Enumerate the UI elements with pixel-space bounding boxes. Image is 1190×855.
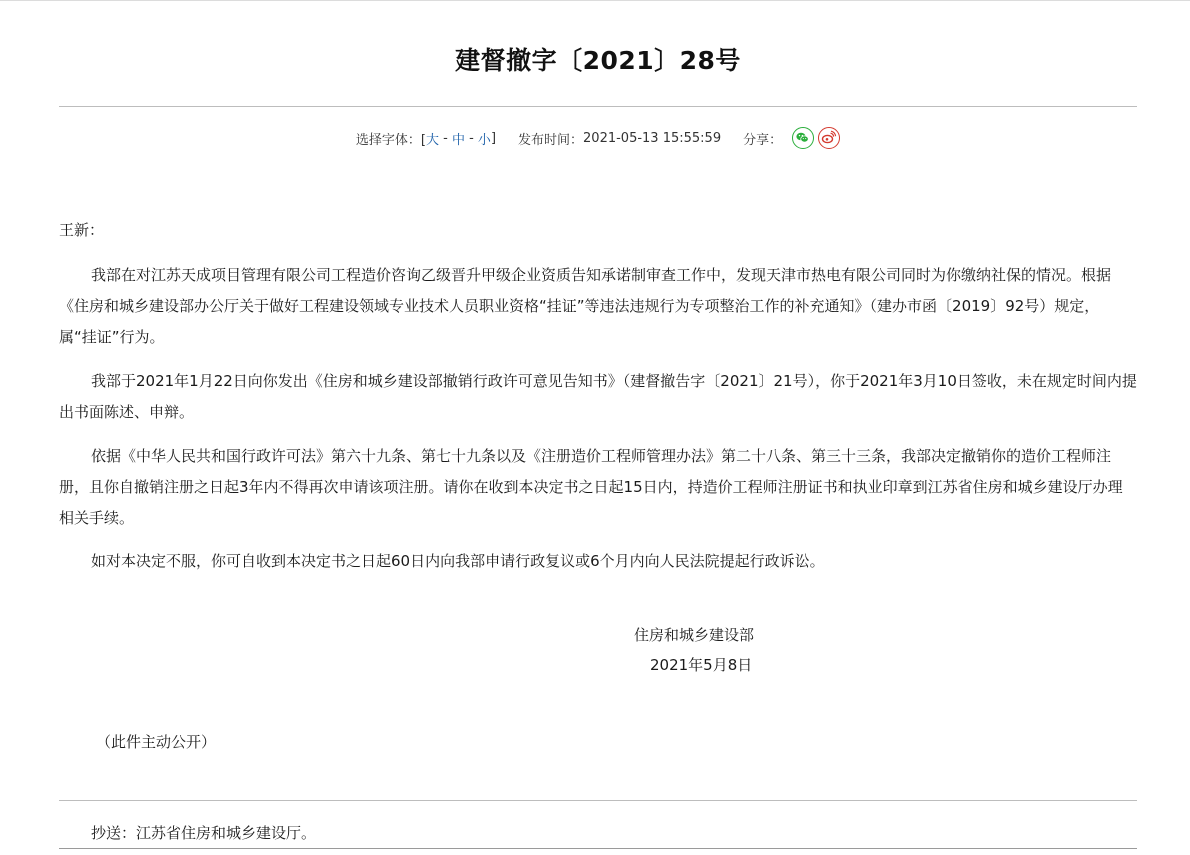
publish-label: 发布时间： [518, 132, 584, 148]
font-medium-link[interactable]: 中 [451, 132, 465, 148]
font-size-label: 选择字体：[ [355, 132, 426, 148]
cc-line: 抄送：江苏省住房和城乡建设厅。 [91, 824, 317, 842]
meta-bar [59, 124, 1137, 152]
salutation: 王新： [59, 221, 105, 239]
font-sep-1: - [438, 130, 452, 146]
publish-time: 2021-05-13 15:55:59 [583, 130, 722, 146]
wechat-icon[interactable] [792, 127, 814, 149]
page-title: 建督撤字〔2021〕28号 [455, 46, 741, 75]
title-divider [59, 106, 1137, 107]
signer-org: 住房和城乡建设部 [634, 626, 755, 644]
font-small-link[interactable]: 小 [477, 132, 491, 148]
cc-divider-top [59, 800, 1137, 801]
top-border [0, 0, 1190, 1]
font-large-link[interactable]: 大 [425, 132, 439, 148]
paragraph-1: 我部在对江苏天成项目管理有限公司工程造价咨询乙级晋升甲级企业资质告知承诺制审查工作中，发现天津市热电有限公司同时为你缴纳社保的情况。根据《住房和城乡建设部办公厅关于做好工程建设领域专业技术人员职业资格“挂证”等违法违规行为专项整治工作的补充通知》（建办市函〔2019〕92号）规定，属“挂证”行为。 [59, 266, 1112, 346]
share-label: 分享： [743, 132, 783, 148]
font-sep-2: - [464, 130, 478, 146]
paragraph-2: 我部于2021年1月22日向你发出《住房和城乡建设部撤销行政许可意见告知书》（建督撤告字〔2021〕21号），你于2021年3月10日签收，未在规定时间内提出书面陈述、申辩。 [59, 372, 1137, 421]
cc-divider-bottom [59, 848, 1137, 849]
font-size-close: ] [490, 130, 497, 146]
weibo-icon[interactable] [818, 127, 840, 149]
paragraph-4: 如对本决定不服，你可自收到本决定书之日起60日内向我部申请行政复议或6个月内向人民法院提起行政诉讼。 [91, 552, 825, 570]
signer-date: 2021年5月8日 [650, 656, 753, 674]
paragraph-3: 依据《中华人民共和国行政许可法》第六十九条、第七十九条以及《注册造价工程师管理办法》第二十八条、第三十三条，我部决定撤销你的造价工程师注册，且你自撤销注册之日起3年内不得再次申请该项注册。请你在收到本决定书之日起15日内，持造价工程师注册证书和执业印章到江苏省住房和城乡建设厅办理相关手续。 [59, 447, 1123, 527]
public-note: （此件主动公开） [96, 733, 217, 751]
